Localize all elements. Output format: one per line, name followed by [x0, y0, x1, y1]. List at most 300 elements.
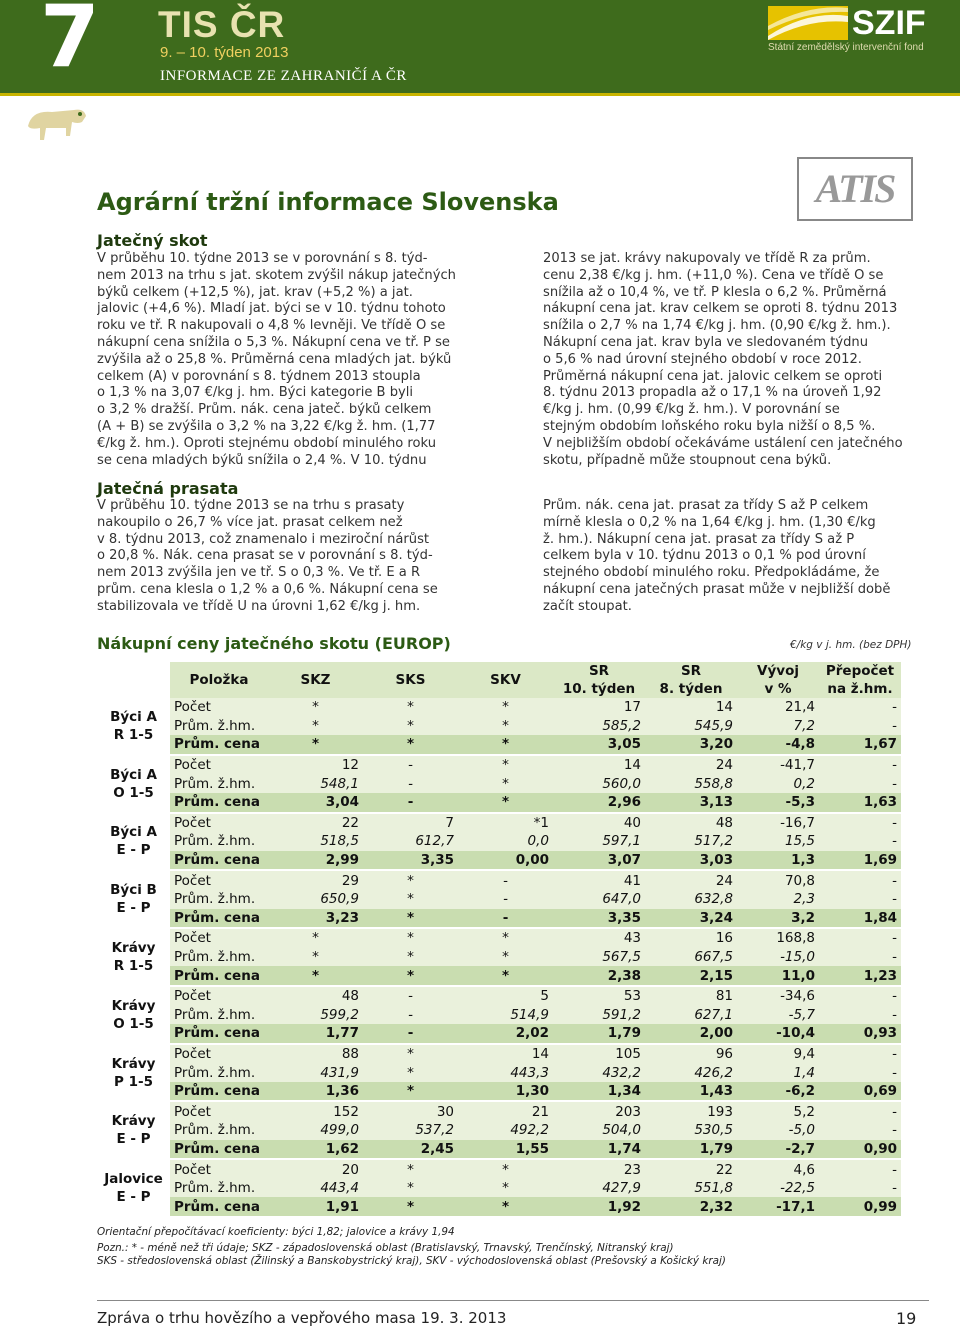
group-name: Krávy: [111, 997, 156, 1014]
group-name: Krávy: [111, 1055, 156, 1072]
cell-skv: *: [458, 717, 553, 736]
text-prasata-right: [543, 498, 929, 616]
cell-sks: *: [363, 735, 458, 755]
cell-prepocet: -: [819, 948, 901, 967]
page-title: Agrární tržní informace Slovenska: [97, 188, 559, 216]
cell-skz: 88: [268, 1044, 363, 1064]
publication-week: 9. – 10. týden 2013: [160, 44, 289, 61]
cell-polozka: Prům. cena: [170, 1082, 268, 1102]
text-line: začít stoupat.: [543, 598, 632, 614]
cell-sr-8: 426,2: [645, 1063, 737, 1082]
text-line: Nákupní cena jat. krav byla ve sledovaném týdnu: [543, 334, 868, 350]
cell-vyvoj: 21,4: [737, 698, 819, 717]
cell-skv: 21: [458, 1101, 553, 1121]
cell-skv: 1,30: [458, 1082, 553, 1102]
cell-sr-10: 2,38: [553, 966, 645, 986]
header-sr-8-a: SR: [680, 663, 702, 679]
text-line: býků celkem (+12,5 %), jat. krav (+5,2 %) a jat.: [97, 284, 413, 300]
cell-skz: 1,62: [268, 1140, 363, 1160]
cell-skz: 431,9: [268, 1063, 363, 1082]
header-prepocet-a: Přepočet: [825, 663, 895, 679]
text-skot-right: [543, 251, 929, 469]
cell-skz: 599,2: [268, 1006, 363, 1025]
cell-polozka: Počet: [170, 813, 268, 833]
cell-vyvoj: -5,0: [737, 1121, 819, 1140]
cell-skz: 1,36: [268, 1082, 363, 1102]
atis-logo: [797, 157, 913, 221]
cell-vyvoj: -2,7: [737, 1140, 819, 1160]
cell-skz: 2,99: [268, 851, 363, 871]
cell-sks: *: [363, 890, 458, 909]
cell-polozka: Počet: [170, 928, 268, 948]
row-group-label: [97, 755, 170, 813]
cell-sks: *: [363, 966, 458, 986]
cell-prepocet: -: [819, 1063, 901, 1082]
cell-sr-8: 3,03: [645, 851, 737, 871]
cell-sks: *: [363, 948, 458, 967]
cell-sr-10: 560,0: [553, 774, 645, 793]
cell-vyvoj: 168,8: [737, 928, 819, 948]
cell-skz: 12: [268, 755, 363, 775]
cell-vyvoj: 9,4: [737, 1044, 819, 1064]
cell-skz: 548,1: [268, 774, 363, 793]
table-row: [97, 909, 901, 929]
cell-skz: 1,77: [268, 1024, 363, 1044]
cell-sr-8: 22: [645, 1159, 737, 1179]
text-line: 8. týdnu 2013 propadla až o 17,1 % na úroveň 1,92: [543, 385, 882, 401]
text-line: nákupní cena snížila o 5,3 %. Nákupní cena ve tř. P se: [97, 334, 450, 350]
cell-polozka: Počet: [170, 1044, 268, 1064]
header-accent-line: [0, 93, 960, 96]
header-vyvoj: [737, 662, 819, 698]
cell-prepocet: -: [819, 1159, 901, 1179]
price-table: [97, 662, 901, 1218]
header-sr-10-b: 10. týden: [562, 681, 636, 697]
table-row: [97, 928, 901, 948]
table-row: [97, 890, 901, 909]
cell-prepocet: -: [819, 1179, 901, 1198]
cell-prepocet: -: [819, 1121, 901, 1140]
cell-polozka: Prům. cena: [170, 1140, 268, 1160]
group-class: P 1-5: [114, 1073, 153, 1090]
cell-sr-10: 1,74: [553, 1140, 645, 1160]
cell-prepocet: -: [819, 755, 901, 775]
table-row: [97, 948, 901, 967]
group-class: R 1-5: [113, 727, 154, 744]
cell-sr-8: 24: [645, 870, 737, 890]
cell-skv: *: [458, 755, 553, 775]
cell-sr-10: 567,5: [553, 948, 645, 967]
cell-prepocet: -: [819, 698, 901, 717]
cell-polozka: Prům. ž.hm.: [170, 832, 268, 851]
cell-sr-8: 667,5: [645, 948, 737, 967]
cell-skv: 443,3: [458, 1063, 553, 1082]
cell-sr-10: 3,05: [553, 735, 645, 755]
cell-sks: 7: [363, 813, 458, 833]
text-line: jalovic (+4,6 %). Mladí jat. býci se v 10. týdnu tohoto: [97, 301, 446, 317]
table-row: [97, 851, 901, 871]
header-sr-8: [645, 662, 737, 698]
cell-polozka: Prům. ž.hm.: [170, 890, 268, 909]
cell-sr-8: 551,8: [645, 1179, 737, 1198]
cell-sr-10: 14: [553, 755, 645, 775]
cell-skv: 14: [458, 1044, 553, 1064]
cell-sr-8: 627,1: [645, 1006, 737, 1025]
cell-sr-8: 530,5: [645, 1121, 737, 1140]
cell-sr-10: 504,0: [553, 1121, 645, 1140]
text-skot-left: [97, 251, 483, 469]
table-title: Nákupní ceny jatečného skotu (EUROP): [97, 634, 451, 653]
cell-sks: 537,2: [363, 1121, 458, 1140]
cell-skz: 152: [268, 1101, 363, 1121]
group-name: Býci A: [110, 709, 157, 726]
cell-vyvoj: -5,7: [737, 1006, 819, 1025]
cell-sks: *: [363, 717, 458, 736]
group-name: Jalovice: [104, 1171, 163, 1188]
cell-sr-8: 2,32: [645, 1197, 737, 1217]
cell-vyvoj: 1,3: [737, 851, 819, 871]
cell-skv: *: [458, 1179, 553, 1198]
cell-vyvoj: 15,5: [737, 832, 819, 851]
cell-prepocet: -: [819, 717, 901, 736]
cell-sks: *: [363, 928, 458, 948]
cell-skv: -: [458, 870, 553, 890]
cell-vyvoj: 7,2: [737, 717, 819, 736]
text-line: nákupní cena jatečných prasat může v nejbližší době: [543, 581, 891, 597]
cell-sks: -: [363, 793, 458, 813]
table-row: [97, 986, 901, 1006]
cell-sr-10: 591,2: [553, 1006, 645, 1025]
cell-skv: 0,00: [458, 851, 553, 871]
cell-sks: *: [363, 698, 458, 717]
cell-vyvoj: -4,8: [737, 735, 819, 755]
header-vyvoj-a: Vývoj: [757, 663, 799, 679]
cell-vyvoj: 4,6: [737, 1159, 819, 1179]
cell-polozka: Prům. cena: [170, 735, 268, 755]
cell-sr-10: 432,2: [553, 1063, 645, 1082]
cell-prepocet: 0,69: [819, 1082, 901, 1102]
cell-skz: 29: [268, 870, 363, 890]
group-name: Býci B: [110, 882, 157, 899]
group-name: Krávy: [111, 1113, 156, 1130]
cell-skv: *: [458, 1159, 553, 1179]
row-group-label: [97, 870, 170, 928]
table-row: [97, 1197, 901, 1217]
row-group-label: [97, 1044, 170, 1102]
cell-sr-10: 23: [553, 1159, 645, 1179]
text-line: nákupní cena jat. krav celkem se oproti 8. týdnu 2013: [543, 301, 898, 317]
text-line: V nejbližším období očekáváme ustálení cen jatečného: [543, 435, 903, 451]
cell-polozka: Počet: [170, 1101, 268, 1121]
cell-vyvoj: 70,8: [737, 870, 819, 890]
cell-skz: *: [268, 948, 363, 967]
cell-polozka: Prům. ž.hm.: [170, 1063, 268, 1082]
header-sks: SKS: [363, 662, 458, 698]
cell-vyvoj: 5,2: [737, 1101, 819, 1121]
cell-sks: -: [363, 755, 458, 775]
cell-vyvoj: -17,1: [737, 1197, 819, 1217]
note-legend-1: Pozn.: * - méně než tři údaje; SKZ - západoslovenská oblast (Bratislavský, Trnavský, Trenčínský, Nitranský kraj): [97, 1242, 674, 1254]
table-row: [97, 1082, 901, 1102]
text-line: o 20,8 %. Nák. cena prasat se v porovnání s 8. týd-: [97, 548, 433, 564]
cell-vyvoj: -15,0: [737, 948, 819, 967]
table-row: [97, 1006, 901, 1025]
table-row: [97, 774, 901, 793]
group-name: Krávy: [111, 940, 156, 957]
cell-sks: *: [363, 909, 458, 929]
cell-sr-8: 1,79: [645, 1140, 737, 1160]
row-group-label: [97, 1101, 170, 1159]
cell-sr-10: 1,34: [553, 1082, 645, 1102]
cell-sr-8: 3,13: [645, 793, 737, 813]
cell-sr-10: 105: [553, 1044, 645, 1064]
cow-icon: [22, 96, 92, 152]
cell-sr-8: 2,15: [645, 966, 737, 986]
cell-sr-8: 14: [645, 698, 737, 717]
cell-prepocet: 1,69: [819, 851, 901, 871]
cell-sr-8: 193: [645, 1101, 737, 1121]
text-line: stabilizovala ve třídě U na úrovni 1,62 €/kg j. hm.: [97, 598, 421, 614]
table-row: [97, 1024, 901, 1044]
cell-sr-8: 2,00: [645, 1024, 737, 1044]
cell-skz: 443,4: [268, 1179, 363, 1198]
cell-skv: *: [458, 966, 553, 986]
cell-sr-10: 3,35: [553, 909, 645, 929]
cell-polozka: Prům. cena: [170, 1024, 268, 1044]
section-heading-skot: Jatečný skot: [97, 231, 208, 250]
text-line: mírně klesla o 0,2 % na 1,64 €/kg j. hm. (1,30 €/kg: [543, 514, 876, 530]
table-header-row: [97, 662, 901, 698]
table-row: [97, 1140, 901, 1160]
publication-subtitle: INFORMACE ZE ZAHRANIČÍ A ČR: [160, 68, 407, 84]
cell-polozka: Počet: [170, 698, 268, 717]
cell-skz: *: [268, 928, 363, 948]
cell-sr-8: 3,24: [645, 909, 737, 929]
cell-prepocet: 0,93: [819, 1024, 901, 1044]
cell-sks: *: [363, 1044, 458, 1064]
group-class: E - P: [116, 1189, 151, 1206]
cell-sr-10: 2,96: [553, 793, 645, 813]
cell-skv: *: [458, 698, 553, 717]
cell-vyvoj: 0,2: [737, 774, 819, 793]
text-line: Prům. nák. cena jat. prasat za třídy S až P celkem: [543, 498, 869, 513]
cell-prepocet: -: [819, 986, 901, 1006]
table-row: [97, 755, 901, 775]
cell-vyvoj: -10,4: [737, 1024, 819, 1044]
table-row: [97, 735, 901, 755]
cell-skz: 650,9: [268, 890, 363, 909]
cell-sks: *: [363, 1063, 458, 1082]
szif-name: SZIF: [852, 4, 926, 42]
cell-vyvoj: 2,3: [737, 890, 819, 909]
publication-title: TIS ČR: [158, 4, 286, 45]
cell-skz: *: [268, 735, 363, 755]
group-class: R 1-5: [113, 958, 154, 975]
cell-polozka: Prům. cena: [170, 851, 268, 871]
text-line: stejným obdobím loňského roku byla nižší o 8,5 %.: [543, 418, 876, 434]
cell-polozka: Prům. cena: [170, 1197, 268, 1217]
text-line: o 5,6 % nad úrovní stejného období v roce 2012.: [543, 351, 862, 367]
cell-skv: 0,0: [458, 832, 553, 851]
cell-skv: 2,02: [458, 1024, 553, 1044]
cell-prepocet: 0,90: [819, 1140, 901, 1160]
row-group-label: [97, 986, 170, 1044]
text-line: €/kg ž. hm.). Oproti stejnému období minulého roku: [97, 435, 437, 451]
cell-prepocet: -: [819, 890, 901, 909]
cell-sr-8: 1,43: [645, 1082, 737, 1102]
cell-polozka: Prům. ž.hm.: [170, 774, 268, 793]
cell-vyvoj: 1,4: [737, 1063, 819, 1082]
header-prepocet: [819, 662, 901, 698]
header-polozka: Položka: [170, 662, 268, 698]
table-row: [97, 1179, 901, 1198]
cell-sr-10: 3,07: [553, 851, 645, 871]
cell-skz: 48: [268, 986, 363, 1006]
issue-number: 7: [40, 0, 100, 87]
cell-skv: -: [458, 890, 553, 909]
cell-prepocet: -: [819, 928, 901, 948]
cell-prepocet: -: [819, 1101, 901, 1121]
cell-polozka: Prům. ž.hm.: [170, 717, 268, 736]
text-line: se cena mladých býků snížila o 2,4 %. V 10. týdnu: [97, 452, 427, 468]
header-vyvoj-b: v %: [764, 681, 792, 697]
cell-sr-8: 558,8: [645, 774, 737, 793]
cell-polozka: Počet: [170, 986, 268, 1006]
text-line: prům. cena klesla o 1,2 % a 0,6 %. Nákupní cena se: [97, 581, 438, 597]
cell-skz: 499,0: [268, 1121, 363, 1140]
text-line: (A + B) se zvýšila o 3,2 % na 3,22 €/kg ž. hm. (1,77: [97, 418, 436, 434]
footer-divider: [97, 1300, 929, 1301]
group-name: Býci A: [110, 766, 157, 783]
header-sr-10-a: SR: [588, 663, 610, 679]
cell-skv: *: [458, 948, 553, 967]
cell-skz: 518,5: [268, 832, 363, 851]
text-line: snížila až o 10,4 %, ve tř. P klesla o 6,2 %. Průměrná: [543, 284, 887, 300]
cell-polozka: Prům. cena: [170, 909, 268, 929]
cell-sr-8: 24: [645, 755, 737, 775]
text-line: cenu 2,38 €/kg j. hm. (+11,0 %). Cena ve třídě O se: [543, 267, 884, 283]
cell-prepocet: 1,63: [819, 793, 901, 813]
cell-prepocet: -: [819, 832, 901, 851]
cell-prepocet: 1,23: [819, 966, 901, 986]
atis-logo-text: ATIS: [815, 166, 895, 211]
cell-sr-10: 597,1: [553, 832, 645, 851]
table-row: [97, 870, 901, 890]
cell-sr-8: 517,2: [645, 832, 737, 851]
table-row: [97, 966, 901, 986]
text-prasata-left: [97, 498, 483, 616]
cell-sks: 30: [363, 1101, 458, 1121]
table-row: [97, 832, 901, 851]
cell-polozka: Prům. cena: [170, 966, 268, 986]
table-row: [97, 1101, 901, 1121]
cell-skv: 492,2: [458, 1121, 553, 1140]
text-line: stejného období minulého roku. Předpokládáme, že: [543, 565, 880, 581]
header-prepocet-b: na ž.hm.: [827, 681, 893, 697]
cell-sr-8: 632,8: [645, 890, 737, 909]
cell-polozka: Prům. ž.hm.: [170, 948, 268, 967]
table-row: [97, 1044, 901, 1064]
footer-text: Zpráva o trhu hovězího a vepřového masa 19. 3. 2013: [97, 1309, 507, 1327]
cell-sks: 612,7: [363, 832, 458, 851]
cell-prepocet: 1,67: [819, 735, 901, 755]
cell-sr-10: 203: [553, 1101, 645, 1121]
cell-sr-10: 427,9: [553, 1179, 645, 1198]
group-class: E - P: [116, 900, 151, 917]
cell-sr-8: 48: [645, 813, 737, 833]
group-name: Býci A: [110, 824, 157, 841]
cell-skv: *: [458, 793, 553, 813]
szif-full-name: Státní zemědělský intervenční fond: [768, 42, 924, 53]
group-class: E - P: [116, 842, 151, 859]
cell-polozka: Prům. ž.hm.: [170, 1121, 268, 1140]
cell-sr-8: 16: [645, 928, 737, 948]
cell-prepocet: 1,84: [819, 909, 901, 929]
note-legend-2: SKS - středoslovenská oblast (Žilinský a Banskobystrický kraj), SKV - východoslovenská oblast (Prešovský a Košický kraj): [97, 1255, 726, 1267]
cell-sks: *: [363, 870, 458, 890]
text-line: o 3,2 % dražší. Prům. nák. cena jateč. býků celkem: [97, 402, 432, 418]
section-heading-prasata: Jatečná prasata: [97, 479, 239, 498]
note-coefficients: Orientační přepočítávací koeficienty: býci 1,82; jalovice a krávy 1,94: [97, 1226, 455, 1238]
row-group-label: [97, 1159, 170, 1217]
cell-vyvoj: -16,7: [737, 813, 819, 833]
table-row: [97, 717, 901, 736]
text-line: nem 2013 zvýšila jen ve tř. S o 0,3 %. Ve tř. E a R: [97, 565, 421, 581]
cell-skz: 20: [268, 1159, 363, 1179]
row-group-label: [97, 813, 170, 871]
cell-skz: 22: [268, 813, 363, 833]
text-line: €/kg j. hm. (0,99 €/kg ž. hm.). V porovnání se: [543, 402, 840, 418]
cell-sr-10: 41: [553, 870, 645, 890]
cell-sr-10: 53: [553, 986, 645, 1006]
header-sr-10: [553, 662, 645, 698]
header-sr-8-b: 8. týden: [659, 681, 723, 697]
table-row: [97, 1063, 901, 1082]
szif-logo-icon: [768, 6, 848, 40]
cell-vyvoj: -22,5: [737, 1179, 819, 1198]
cell-polozka: Počet: [170, 1159, 268, 1179]
cell-sks: -: [363, 1024, 458, 1044]
cell-skv: -: [458, 909, 553, 929]
text-line: V průběhu 10. týdne 2013 se na trhu s prasaty: [97, 498, 405, 513]
cell-skv: 514,9: [458, 1006, 553, 1025]
cell-polozka: Prům. cena: [170, 793, 268, 813]
group-class: O 1-5: [113, 1015, 154, 1032]
cell-skv: 5: [458, 986, 553, 1006]
table-row: [97, 1159, 901, 1179]
table-row: [97, 698, 901, 717]
cell-vyvoj: -6,2: [737, 1082, 819, 1102]
cell-sr-10: 1,92: [553, 1197, 645, 1217]
cell-skz: 3,23: [268, 909, 363, 929]
cell-prepocet: -: [819, 870, 901, 890]
cell-vyvoj: 11,0: [737, 966, 819, 986]
text-line: nakoupilo o 26,7 % více jat. prasat celkem než: [97, 514, 403, 530]
header-empty: [97, 662, 170, 698]
cell-sr-8: 96: [645, 1044, 737, 1064]
cell-sr-10: 43: [553, 928, 645, 948]
cell-sr-10: 40: [553, 813, 645, 833]
cell-prepocet: -: [819, 1006, 901, 1025]
cell-sr-10: 17: [553, 698, 645, 717]
cell-sr-10: 1,79: [553, 1024, 645, 1044]
text-line: roku ve tř. R nakupovali o 4,8 % levněji. Ve třídě O se: [97, 318, 446, 334]
cell-sr-8: 545,9: [645, 717, 737, 736]
cell-skv: *: [458, 1197, 553, 1217]
cell-prepocet: 0,99: [819, 1197, 901, 1217]
cell-vyvoj: -41,7: [737, 755, 819, 775]
cell-sks: 3,35: [363, 851, 458, 871]
